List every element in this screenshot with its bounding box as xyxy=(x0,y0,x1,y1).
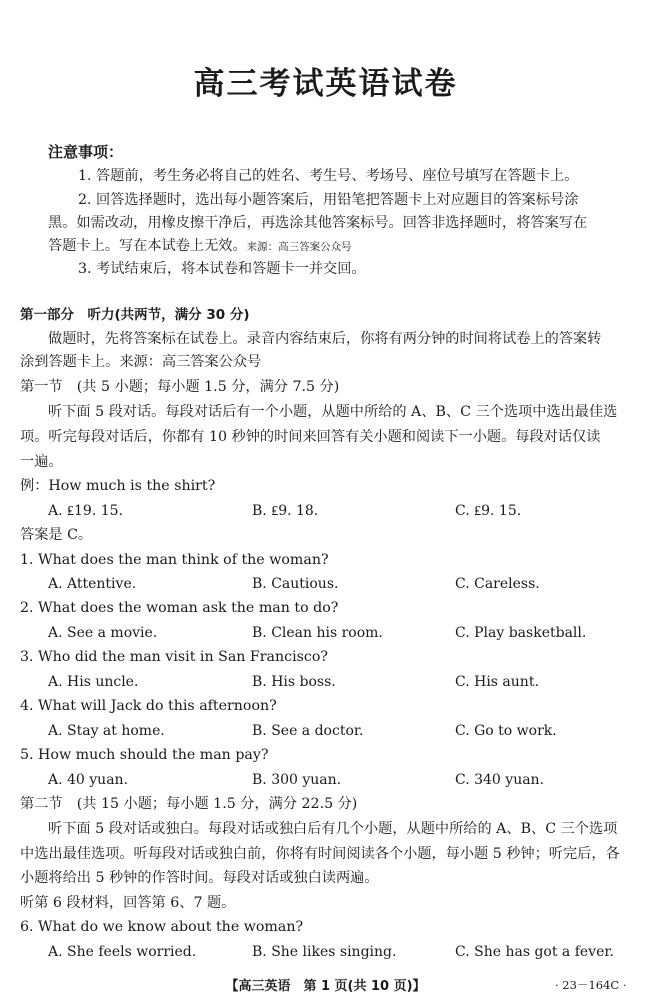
q4-option-b: B. See a doctor. xyxy=(252,723,364,739)
section2-intro-line-1: 听下面 5 段对话或独白。每段对话或独白后有几个小题，从题中所给的 A、B、C 三个选项 xyxy=(48,821,618,837)
example-option-a: A. ₤19. 15. xyxy=(48,503,123,519)
section2-heading: 第二节 (共 15 小题；每小题 1.5 分，满分 22.5 分) xyxy=(20,796,358,812)
q2-option-b: B. Clean his room. xyxy=(252,625,383,641)
q2-option-a: A. See a movie. xyxy=(48,625,158,641)
q6-option-b: B. She likes singing. xyxy=(252,944,397,960)
question-4: 4. What will Jack do this afternoon? xyxy=(20,698,277,714)
example-answer: 答案是 C。 xyxy=(20,527,93,543)
question-3: 3. Who did the man visit in San Francisco? xyxy=(20,649,329,665)
notes-item-1: 1. 答题前，考生务必将自己的姓名、考生号、考场号、座位号填写在答题卡上。 xyxy=(78,168,579,184)
example-question: 例：How much is the shirt? xyxy=(20,478,216,494)
q4-option-a: A. Stay at home. xyxy=(48,723,165,739)
q6-option-a: A. She feels worried. xyxy=(48,944,197,960)
q6-option-c: C. She has got a fever. xyxy=(455,944,614,960)
page-footer: 【高三英语 第 1 页(共 10 页)】 xyxy=(225,979,426,994)
notes-heading: 注意事项： xyxy=(48,143,124,161)
q3-option-b: B. His boss. xyxy=(252,674,336,690)
section1-heading: 第一节 (共 5 小题；每小题 1.5 分，满分 7.5 分) xyxy=(20,379,340,395)
notes-item-3: 3. 考试结束后，将本试卷和答题卡一并交回。 xyxy=(78,261,366,277)
q1-option-c: C. Careless. xyxy=(455,576,540,592)
q3-option-a: A. His uncle. xyxy=(48,674,139,690)
exam-title: 高三考试英语试卷 xyxy=(193,66,458,102)
part1-intro-line-2: 涂到答题卡上。来源：高三答案公众号 xyxy=(20,354,262,370)
q4-option-c: C. Go to work. xyxy=(455,723,557,739)
part1-heading: 第一部分 听力(共两节，满分 30 分) xyxy=(20,307,250,323)
q1-option-b: B. Cautious. xyxy=(252,576,339,592)
section1-intro-line-2: 项。听完每段对话后，你都有 10 秒钟的时间来回答有关小题和阅读下一小题。每段对话仅读 xyxy=(20,429,601,445)
material-6-instruction: 听第 6 段材料，回答第 6、7 题。 xyxy=(20,895,236,911)
notes-item-2-line-1: 2. 回答选择题时，选出每小题答案后，用铅笔把答题卡上对应题目的答案标号涂 xyxy=(78,192,579,208)
q3-option-c: C. His aunt. xyxy=(455,674,539,690)
question-6: 6. What do we know about the woman? xyxy=(20,919,304,935)
q5-option-b: B. 300 yuan. xyxy=(252,772,342,788)
notes-item-2-line-2: 黑。如需改动，用橡皮擦干净后，再选涂其他答案标号。回答非选择题时，将答案写在 xyxy=(48,215,588,231)
q5-option-a: A. 40 yuan. xyxy=(48,772,129,788)
notes-item-2-line-3 xyxy=(48,236,352,257)
section1-intro-line-3: 一遍。 xyxy=(20,454,63,470)
section2-intro-line-3: 小题将给出 5 秒钟的作答时间。每段对话或独白读两遍。 xyxy=(20,870,379,886)
question-2: 2. What does the woman ask the man to do? xyxy=(20,600,339,616)
source-note: 来源：高三答案公众号 xyxy=(246,241,352,253)
q5-option-c: C. 340 yuan. xyxy=(455,772,545,788)
notes-item-2-text: 答题卡上。写在本试卷上无效。 xyxy=(48,238,247,254)
section1-intro-line-1: 听下面 5 段对话。每段对话后有一个小题，从题中所给的 A、B、C 三个选项中选出最佳选 xyxy=(48,404,618,420)
section2-intro-line-2: 中选出最佳选项。听每段对话或独白前，你将有时间阅读各个小题，每小题 5 秒钟；听完后，各 xyxy=(20,846,620,862)
q1-option-a: A. Attentive. xyxy=(48,576,137,592)
q2-option-c: C. Play basketball. xyxy=(455,625,587,641)
question-1: 1. What does the man think of the woman? xyxy=(20,552,329,568)
question-5: 5. How much should the man pay? xyxy=(20,747,269,763)
exam-code: · 23－164C · xyxy=(555,978,627,992)
part1-intro-line-1: 做题时，先将答案标在试卷上。录音内容结束后，你将有两分钟的时间将试卷上的答案转 xyxy=(48,331,602,347)
example-option-b: B. ₤9. 18. xyxy=(252,503,319,519)
example-option-c: C. ₤9. 15. xyxy=(455,503,522,519)
